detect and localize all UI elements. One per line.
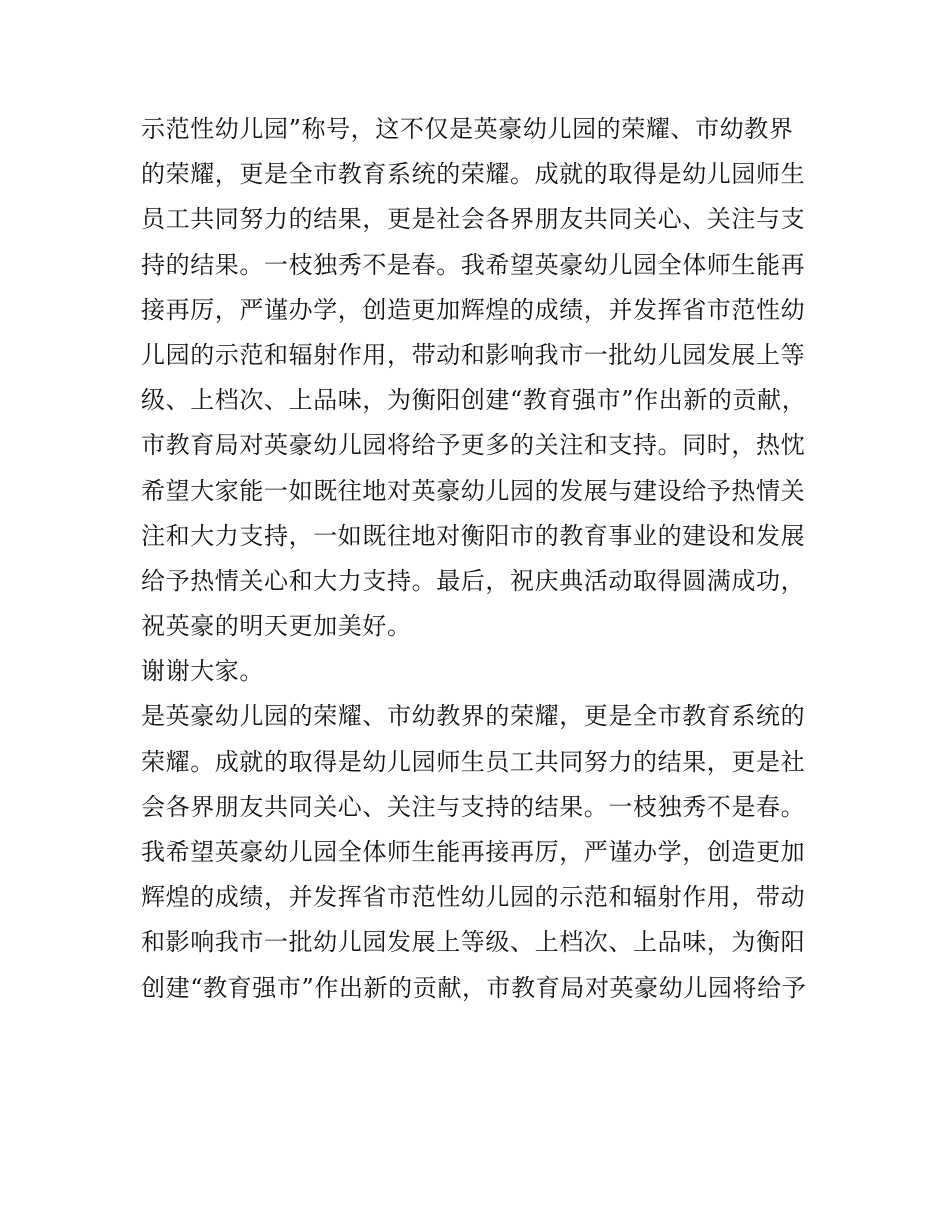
text-line: 会各界朋友共同关心、关注与支持的结果。一枝独秀不是春。 — [141, 792, 806, 821]
text-line: 辉煌的成绩，并发挥省市范性幼儿园的示范和辐射作用，带动 — [141, 883, 806, 912]
text-line: 给予热情关心和大力支持。最后，祝庆典活动取得圆满成功， — [141, 566, 806, 595]
text-line: 是英豪幼儿园的荣耀、市幼教界的荣耀，更是全市教育系统的 — [141, 702, 806, 731]
text-line: 市教育局对英豪幼儿园将给予更多的关注和支持。同时，热忱 — [141, 431, 806, 460]
text-line: 创建“教育强市”作出新的贡献，市教育局对英豪幼儿园将给予 — [141, 973, 807, 1002]
text-line: 注和大力支持，一如既往地对衡阳市的教育事业的建设和发展 — [141, 521, 806, 550]
text-line: 的荣耀，更是全市教育系统的荣耀。成就的取得是幼儿园师生 — [141, 160, 806, 189]
text-line: 接再厉，严谨办学，创造更加辉煌的成绩，并发挥省市范性幼 — [141, 295, 806, 324]
text-line: 员工共同努力的结果，更是社会各界朋友共同关心、关注与支 — [141, 205, 806, 234]
text-line: 希望大家能一如既往地对英豪幼儿园的发展与建设给予热情关 — [141, 476, 806, 505]
text-line: 荣耀。成就的取得是幼儿园师生员工共同努力的结果，更是社 — [141, 747, 806, 776]
text-line: 我希望英豪幼儿园全体师生能再接再厉，严谨办学，创造更加 — [141, 838, 806, 866]
text-line: 儿园的示范和辐射作用，带动和影响我市一批幼儿园发展上等 — [141, 340, 806, 369]
text-line: 谢谢大家。 — [141, 657, 264, 686]
text-line: 级、上档次、上品味，为衡阳创建“教育强市”作出新的贡献， — [141, 386, 807, 415]
text-line: 示范性幼儿园”称号，这不仅是英豪幼儿园的荣耀、市幼教界 — [141, 115, 794, 143]
text-line: 和影响我市一批幼儿园发展上等级、上档次、上品味，为衡阳 — [141, 928, 806, 957]
text-line: 祝英豪的明天更加美好。 — [141, 612, 412, 641]
text-line: 持的结果。一枝独秀不是春。我希望英豪幼儿园全体师生能再 — [141, 250, 806, 279]
body-text — [141, 107, 821, 1011]
